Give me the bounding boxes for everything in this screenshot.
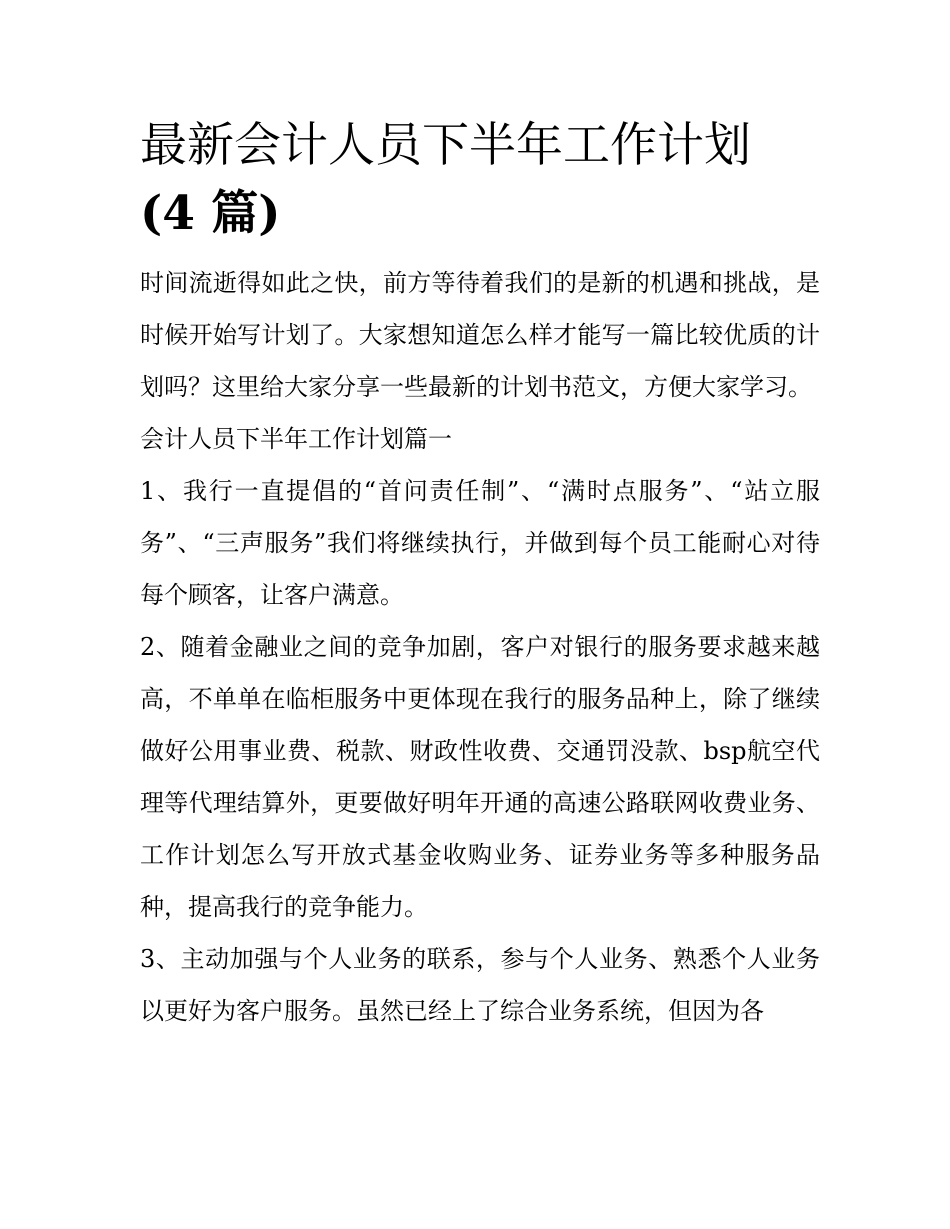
paragraph-item-3: 3、主动加强与个人业务的联系，参与个人业务、熟悉个人业务以更好为客户服务。虽然已经上了综合业务系统，但因为各 bbox=[140, 945, 820, 1025]
paragraph-item-2: 2、随着金融业之间的竞争加剧，客户对银行的服务要求越来越高，不单单在临柜服务中更体现在我行的服务品种上，除了继续做好公用事业费、税款、财政性收费、交通罚没款、bsp航空代理等代理结算外，更要做好明年开通的高速公路联网收费业务、工作计划怎么写开放式基金收购业务、证券业务等多种服务品种，提高我行的竞争能力。 bbox=[140, 633, 820, 921]
title-line-1: 最新会计人员下半年工作计划 bbox=[140, 118, 751, 173]
section-heading: 会计人员下半年工作计划篇一 bbox=[140, 425, 452, 453]
document-title bbox=[140, 112, 820, 248]
document-body bbox=[140, 112, 820, 1037]
paragraph-item-1: 1、我行一直提倡的“首问责任制”、“满时点服务”、“站立服务”、“三声服务”我们将继续执行，并做到每个员工能耐心对待每个顾客，让客户满意。 bbox=[140, 477, 820, 609]
intro-paragraph: 时间流逝得如此之快，前方等待着我们的是新的机遇和挑战，是时候开始写计划了。大家想知道怎么样才能写一篇比较优质的计划吗？这里给大家分享一些最新的计划书范文，方便大家学习。 bbox=[140, 269, 820, 401]
title-line-2: (4 篇) bbox=[140, 186, 281, 241]
